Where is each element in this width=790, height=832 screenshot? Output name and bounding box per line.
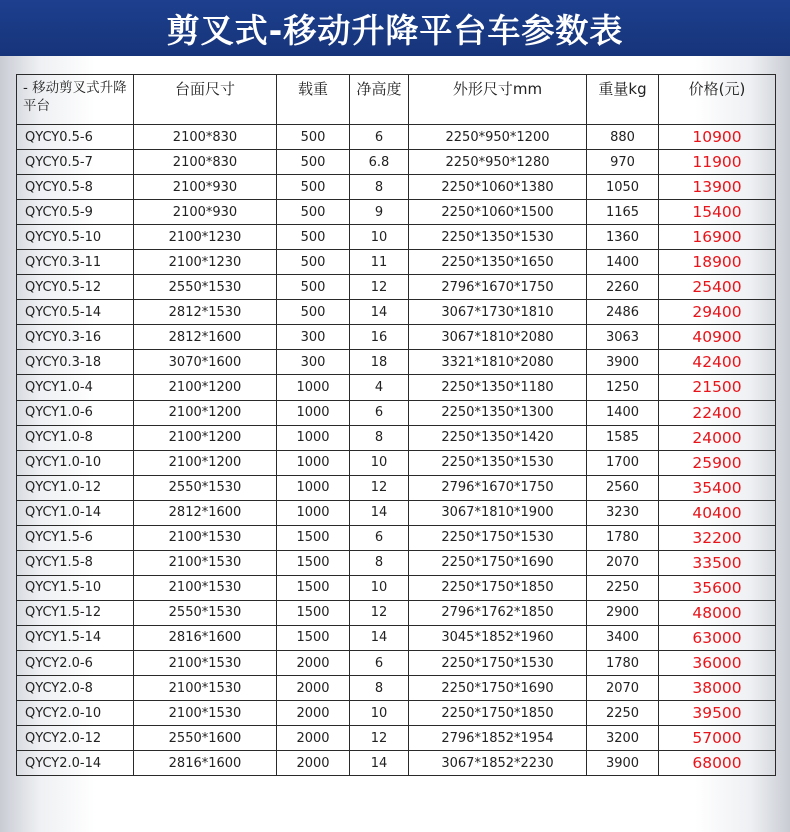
cell-deck-size: 2100*1530 (134, 650, 277, 675)
cell-load: 2000 (277, 676, 350, 701)
cell-deck-size: 2100*1200 (134, 400, 277, 425)
table-panel (0, 56, 790, 832)
cell-weight: 2070 (587, 676, 659, 701)
header-load: 载重 (277, 75, 350, 125)
table-row (17, 125, 776, 150)
cell-load: 1000 (277, 425, 350, 450)
cell-dimensions: 2796*1670*1750 (409, 275, 587, 300)
cell-model: QYCY1.5-10 (17, 575, 134, 600)
cell-price: 38000 (659, 676, 776, 701)
table-row (17, 676, 776, 701)
cell-load: 300 (277, 325, 350, 350)
cell-model: QYCY0.5-12 (17, 275, 134, 300)
cell-load: 1500 (277, 525, 350, 550)
cell-dimensions: 2250*1350*1650 (409, 250, 587, 275)
cell-dimensions: 2250*1350*1530 (409, 225, 587, 250)
cell-weight: 3063 (587, 325, 659, 350)
table-row (17, 350, 776, 375)
cell-model: QYCY0.5-10 (17, 225, 134, 250)
cell-price: 57000 (659, 726, 776, 751)
cell-load: 2000 (277, 650, 350, 675)
table-wrapper (16, 74, 775, 776)
cell-price: 18900 (659, 250, 776, 275)
cell-deck-size: 2100*930 (134, 200, 277, 225)
cell-height: 10 (350, 450, 409, 475)
cell-model: QYCY1.5-14 (17, 625, 134, 650)
table-row (17, 300, 776, 325)
cell-height: 8 (350, 175, 409, 200)
cell-weight: 1585 (587, 425, 659, 450)
cell-deck-size: 3070*1600 (134, 350, 277, 375)
cell-load: 1500 (277, 550, 350, 575)
cell-deck-size: 2100*1530 (134, 575, 277, 600)
cell-dimensions: 2796*1670*1750 (409, 475, 587, 500)
cell-price: 40900 (659, 325, 776, 350)
cell-price: 11900 (659, 150, 776, 175)
cell-price: 25900 (659, 450, 776, 475)
cell-price: 13900 (659, 175, 776, 200)
cell-price: 29400 (659, 300, 776, 325)
cell-deck-size: 2550*1530 (134, 600, 277, 625)
cell-height: 12 (350, 726, 409, 751)
table-row (17, 650, 776, 675)
cell-deck-size: 2100*1530 (134, 525, 277, 550)
cell-weight: 2260 (587, 275, 659, 300)
cell-height: 6 (350, 125, 409, 150)
cell-weight: 970 (587, 150, 659, 175)
cell-deck-size: 2550*1530 (134, 275, 277, 300)
cell-price: 32200 (659, 525, 776, 550)
cell-load: 1000 (277, 400, 350, 425)
cell-price: 39500 (659, 701, 776, 726)
cell-weight: 1400 (587, 250, 659, 275)
cell-deck-size: 2812*1600 (134, 500, 277, 525)
table-row (17, 200, 776, 225)
page-title: 剪叉式-移动升降平台车参数表 (166, 10, 624, 50)
cell-height: 11 (350, 250, 409, 275)
cell-model: QYCY0.3-18 (17, 350, 134, 375)
title-banner (0, 0, 790, 56)
cell-load: 1000 (277, 500, 350, 525)
cell-price: 42400 (659, 350, 776, 375)
cell-load: 500 (277, 275, 350, 300)
cell-dimensions: 2250*1350*1180 (409, 375, 587, 400)
cell-model: QYCY1.0-8 (17, 425, 134, 450)
cell-model: QYCY1.5-6 (17, 525, 134, 550)
cell-weight: 2070 (587, 550, 659, 575)
cell-weight: 3230 (587, 500, 659, 525)
cell-dimensions: 2250*1750*1690 (409, 676, 587, 701)
cell-weight: 3900 (587, 350, 659, 375)
cell-height: 8 (350, 550, 409, 575)
header-model: - 移动剪叉式升降平台 (17, 75, 134, 125)
table-row (17, 525, 776, 550)
cell-height: 4 (350, 375, 409, 400)
cell-model: QYCY0.5-14 (17, 300, 134, 325)
cell-height: 14 (350, 300, 409, 325)
cell-dimensions: 3045*1852*1960 (409, 625, 587, 650)
cell-load: 500 (277, 300, 350, 325)
header-deck-size: 台面尺寸 (134, 75, 277, 125)
cell-load: 500 (277, 150, 350, 175)
cell-height: 6 (350, 525, 409, 550)
cell-load: 500 (277, 250, 350, 275)
cell-price: 63000 (659, 625, 776, 650)
cell-load: 1500 (277, 625, 350, 650)
cell-dimensions: 3067*1730*1810 (409, 300, 587, 325)
cell-model: QYCY0.5-8 (17, 175, 134, 200)
table-row (17, 375, 776, 400)
cell-model: QYCY1.5-12 (17, 600, 134, 625)
cell-model: QYCY0.5-9 (17, 200, 134, 225)
cell-weight: 1700 (587, 450, 659, 475)
cell-dimensions: 2250*1060*1380 (409, 175, 587, 200)
cell-price: 10900 (659, 125, 776, 150)
cell-deck-size: 2100*1530 (134, 550, 277, 575)
cell-height: 12 (350, 275, 409, 300)
cell-weight: 1400 (587, 400, 659, 425)
cell-weight: 1780 (587, 525, 659, 550)
cell-height: 6 (350, 650, 409, 675)
cell-model: QYCY1.0-6 (17, 400, 134, 425)
cell-height: 8 (350, 676, 409, 701)
cell-price: 24000 (659, 425, 776, 450)
cell-deck-size: 2100*1200 (134, 450, 277, 475)
cell-model: QYCY1.0-12 (17, 475, 134, 500)
table-row (17, 701, 776, 726)
cell-load: 500 (277, 175, 350, 200)
cell-deck-size: 2100*830 (134, 150, 277, 175)
cell-price: 40400 (659, 500, 776, 525)
cell-dimensions: 2250*1750*1850 (409, 701, 587, 726)
cell-model: QYCY2.0-6 (17, 650, 134, 675)
cell-dimensions: 2250*1750*1530 (409, 525, 587, 550)
cell-deck-size: 2100*1200 (134, 425, 277, 450)
cell-weight: 3900 (587, 751, 659, 776)
cell-model: QYCY2.0-10 (17, 701, 134, 726)
cell-deck-size: 2550*1530 (134, 475, 277, 500)
cell-dimensions: 3067*1810*2080 (409, 325, 587, 350)
cell-model: QYCY2.0-8 (17, 676, 134, 701)
table-row (17, 425, 776, 450)
cell-model: QYCY1.0-10 (17, 450, 134, 475)
cell-price: 35400 (659, 475, 776, 500)
cell-weight: 3400 (587, 625, 659, 650)
cell-model: QYCY0.5-7 (17, 150, 134, 175)
cell-dimensions: 2250*1750*1850 (409, 575, 587, 600)
cell-weight: 3200 (587, 726, 659, 751)
cell-height: 16 (350, 325, 409, 350)
cell-height: 12 (350, 600, 409, 625)
header-weight: 重量kg (587, 75, 659, 125)
cell-weight: 1050 (587, 175, 659, 200)
cell-dimensions: 2250*1750*1690 (409, 550, 587, 575)
cell-dimensions: 3067*1810*1900 (409, 500, 587, 525)
cell-height: 6 (350, 400, 409, 425)
header-row (17, 75, 776, 125)
cell-height: 12 (350, 475, 409, 500)
cell-load: 1500 (277, 600, 350, 625)
cell-height: 14 (350, 751, 409, 776)
cell-height: 8 (350, 425, 409, 450)
cell-deck-size: 2550*1600 (134, 726, 277, 751)
cell-price: 68000 (659, 751, 776, 776)
cell-height: 10 (350, 225, 409, 250)
cell-dimensions: 2796*1762*1850 (409, 600, 587, 625)
cell-model: QYCY2.0-12 (17, 726, 134, 751)
cell-deck-size: 2816*1600 (134, 751, 277, 776)
cell-dimensions: 2250*1060*1500 (409, 200, 587, 225)
cell-height: 18 (350, 350, 409, 375)
cell-weight: 1360 (587, 225, 659, 250)
cell-weight: 2250 (587, 701, 659, 726)
table-row (17, 475, 776, 500)
cell-model: QYCY0.3-16 (17, 325, 134, 350)
cell-dimensions: 3067*1852*2230 (409, 751, 587, 776)
cell-price: 21500 (659, 375, 776, 400)
cell-price: 36000 (659, 650, 776, 675)
cell-dimensions: 3321*1810*2080 (409, 350, 587, 375)
spec-table (16, 74, 776, 776)
cell-deck-size: 2812*1600 (134, 325, 277, 350)
cell-height: 14 (350, 625, 409, 650)
cell-weight: 1780 (587, 650, 659, 675)
cell-dimensions: 2250*1350*1420 (409, 425, 587, 450)
header-dimensions: 外形尺寸mm (409, 75, 587, 125)
cell-height: 9 (350, 200, 409, 225)
table-row (17, 751, 776, 776)
cell-price: 22400 (659, 400, 776, 425)
cell-weight: 1250 (587, 375, 659, 400)
cell-model: QYCY0.5-6 (17, 125, 134, 150)
cell-load: 500 (277, 225, 350, 250)
table-row (17, 600, 776, 625)
cell-weight: 2486 (587, 300, 659, 325)
cell-deck-size: 2100*1230 (134, 250, 277, 275)
cell-deck-size: 2100*1530 (134, 701, 277, 726)
cell-price: 48000 (659, 600, 776, 625)
cell-price: 25400 (659, 275, 776, 300)
cell-model: QYCY2.0-14 (17, 751, 134, 776)
cell-price: 15400 (659, 200, 776, 225)
table-row (17, 225, 776, 250)
table-row (17, 150, 776, 175)
cell-price: 33500 (659, 550, 776, 575)
table-row (17, 450, 776, 475)
cell-load: 300 (277, 350, 350, 375)
header-height: 净高度 (350, 75, 409, 125)
cell-weight: 880 (587, 125, 659, 150)
cell-deck-size: 2812*1530 (134, 300, 277, 325)
cell-load: 1000 (277, 450, 350, 475)
cell-dimensions: 2250*1350*1300 (409, 400, 587, 425)
table-row (17, 400, 776, 425)
cell-weight: 2900 (587, 600, 659, 625)
table-row (17, 250, 776, 275)
cell-deck-size: 2100*1230 (134, 225, 277, 250)
cell-dimensions: 2250*1750*1530 (409, 650, 587, 675)
table-row (17, 550, 776, 575)
cell-dimensions: 2250*950*1280 (409, 150, 587, 175)
table-row (17, 325, 776, 350)
cell-load: 1000 (277, 475, 350, 500)
cell-load: 500 (277, 125, 350, 150)
cell-deck-size: 2100*1200 (134, 375, 277, 400)
table-body (17, 125, 776, 776)
table-row (17, 500, 776, 525)
cell-model: QYCY1.5-8 (17, 550, 134, 575)
cell-dimensions: 2250*950*1200 (409, 125, 587, 150)
table-row (17, 726, 776, 751)
table-row (17, 575, 776, 600)
cell-price: 35600 (659, 575, 776, 600)
cell-deck-size: 2100*1530 (134, 676, 277, 701)
cell-height: 10 (350, 575, 409, 600)
cell-load: 500 (277, 200, 350, 225)
table-row (17, 175, 776, 200)
cell-deck-size: 2100*830 (134, 125, 277, 150)
cell-load: 2000 (277, 726, 350, 751)
cell-height: 6.8 (350, 150, 409, 175)
table-row (17, 275, 776, 300)
cell-model: QYCY0.3-11 (17, 250, 134, 275)
cell-deck-size: 2816*1600 (134, 625, 277, 650)
header-price: 价格(元) (659, 75, 776, 125)
cell-model: QYCY1.0-14 (17, 500, 134, 525)
cell-weight: 1165 (587, 200, 659, 225)
cell-weight: 2250 (587, 575, 659, 600)
cell-model: QYCY1.0-4 (17, 375, 134, 400)
cell-price: 16900 (659, 225, 776, 250)
cell-load: 1500 (277, 575, 350, 600)
cell-dimensions: 2796*1852*1954 (409, 726, 587, 751)
cell-height: 14 (350, 500, 409, 525)
cell-height: 10 (350, 701, 409, 726)
cell-dimensions: 2250*1350*1530 (409, 450, 587, 475)
cell-load: 2000 (277, 751, 350, 776)
cell-load: 2000 (277, 701, 350, 726)
cell-deck-size: 2100*930 (134, 175, 277, 200)
cell-load: 1000 (277, 375, 350, 400)
table-row (17, 625, 776, 650)
cell-weight: 2560 (587, 475, 659, 500)
